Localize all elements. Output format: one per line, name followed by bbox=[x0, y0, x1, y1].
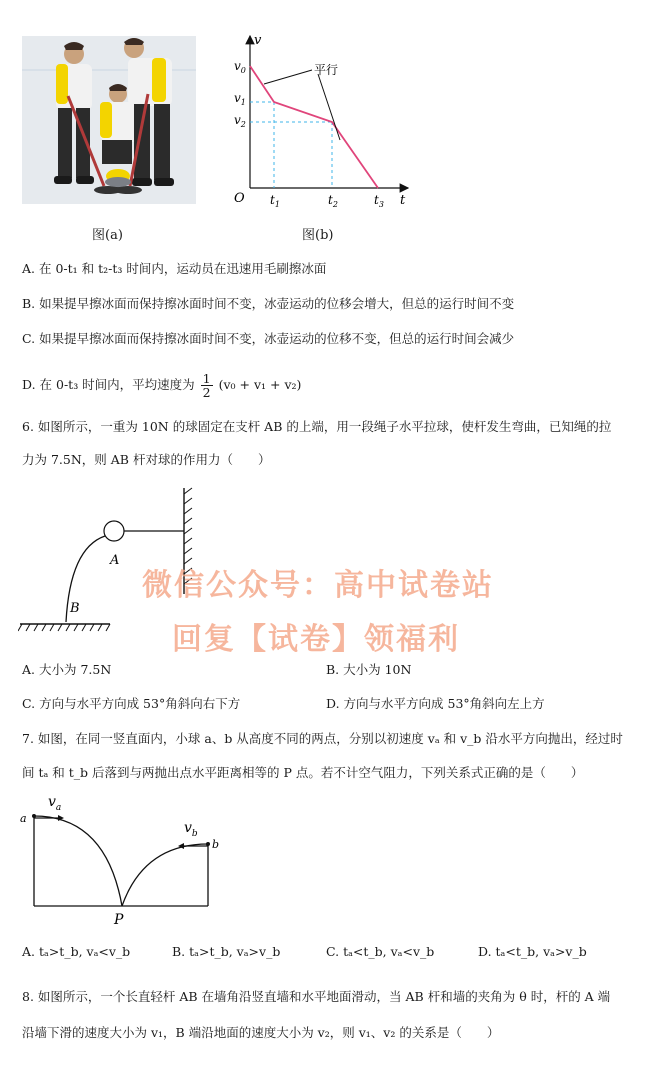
q7-figure bbox=[18, 792, 228, 928]
t3-label: $t_3$ bbox=[374, 193, 384, 209]
t1-label: $t_1$ bbox=[270, 193, 280, 209]
watermark-line2: 回复【试卷】领福利 bbox=[172, 622, 460, 657]
q8-stem-line1: 8. 如图所示，一个长直轻杆 AB 在墙角沿竖直墙和水平地面滑动，当 AB 杆和墙的夹角为 θ 时，杆的 A 端 bbox=[22, 989, 611, 1004]
q6-stem-line1: 6. 如图所示，一重为 10N 的球固定在支杆 AB 的上端，用一段绳子水平拉球，使杆发生弯曲，已知绳的拉 bbox=[22, 419, 612, 434]
q5-option-b: B. 如果提早擦冰面而保持擦冰面时间不变，冰壶运动的位移会增大，但总的运行时间不变 bbox=[22, 296, 515, 311]
velocity-time-graph bbox=[228, 30, 418, 220]
q7-option-b: B. tₐ>t_b, vₐ>v_b bbox=[172, 944, 281, 959]
label-va: $v_a$ bbox=[48, 794, 62, 813]
axis-t-label: t bbox=[400, 193, 406, 208]
q7-option-c: C. tₐ<t_b, vₐ<v_b bbox=[326, 944, 435, 959]
parallel-pointer-2 bbox=[318, 74, 340, 140]
velocity-curve bbox=[250, 66, 378, 188]
label-vb: $v_b$ bbox=[184, 820, 198, 839]
q6-option-d: D. 方向与水平方向成 53°角斜向左上方 bbox=[326, 696, 545, 711]
label-a-point: a bbox=[20, 812, 27, 825]
q8-stem-line2: 沿墙下滑的速度大小为 v₁，B 端沿地面的速度大小为 v₂，则 v₁、v₂ 的关系是（ ） bbox=[22, 1025, 500, 1040]
label-b: B bbox=[70, 601, 80, 616]
trajectory-a bbox=[34, 816, 122, 906]
q6-option-a: A. 大小为 7.5N bbox=[22, 662, 112, 677]
v0-label: $v_0$ bbox=[234, 59, 246, 75]
trajectory-b bbox=[122, 844, 208, 906]
figure-b-caption: 图(b) bbox=[302, 228, 334, 243]
v2-label: $v_2$ bbox=[234, 113, 246, 129]
origin-label: O bbox=[234, 191, 245, 206]
q5-option-d bbox=[22, 372, 301, 399]
q5-option-d-prefix: D. 在 0-t₃ 时间内，平均速度为 bbox=[22, 377, 195, 392]
q6-option-c: C. 方向与水平方向成 53°角斜向右下方 bbox=[22, 696, 241, 711]
t2-label: $t_2$ bbox=[328, 193, 338, 209]
q6-option-b: B. 大小为 10N bbox=[326, 662, 412, 677]
parallel-label: 平行 bbox=[314, 63, 339, 77]
label-a: A bbox=[110, 553, 120, 568]
v1-label: $v_1$ bbox=[234, 91, 246, 107]
ball bbox=[104, 521, 124, 541]
q7-option-a: A. tₐ>t_b, vₐ<v_b bbox=[22, 944, 131, 959]
curling-photo bbox=[22, 36, 196, 204]
q5-option-a: A. 在 0-t₁ 和 t₂-t₃ 时间内，运动员在迅速用毛刷擦冰面 bbox=[22, 261, 327, 276]
figure-a-caption: 图(a) bbox=[92, 228, 123, 243]
watermark-line1: 微信公众号：高中试卷站 bbox=[142, 568, 494, 603]
q7-option-d: D. tₐ<t_b, vₐ>v_b bbox=[478, 944, 587, 959]
q6-stem-line2: 力为 7.5N，则 AB 杆对球的作用力（ ） bbox=[22, 452, 271, 467]
q5-option-d-fraction: $\frac{1}{2}$ bbox=[202, 371, 211, 400]
label-p: P bbox=[114, 912, 124, 928]
q5-option-c: C. 如果提早擦冰面而保持擦冰面时间不变，冰壶运动的位移不变，但总的运行时间会减少 bbox=[22, 331, 515, 346]
axis-v-label: v bbox=[254, 33, 262, 48]
q7-stem-line2: 间 tₐ 和 t_b 后落到与两抛出点水平距离相等的 P 点。若不计空气阻力，下列关系式正确的是（ ） bbox=[22, 765, 584, 780]
parallel-pointer-1 bbox=[264, 70, 312, 84]
q5-option-d-expr: (v₀ + v₁ + v₂) bbox=[218, 377, 302, 392]
label-b-point: b bbox=[212, 838, 220, 851]
q7-stem-line1: 7. 如图，在同一竖直面内，小球 a、b 从高度不同的两点，分别以初速度 vₐ 和 v_b 沿水平方向抛出，经过时 bbox=[22, 731, 623, 746]
